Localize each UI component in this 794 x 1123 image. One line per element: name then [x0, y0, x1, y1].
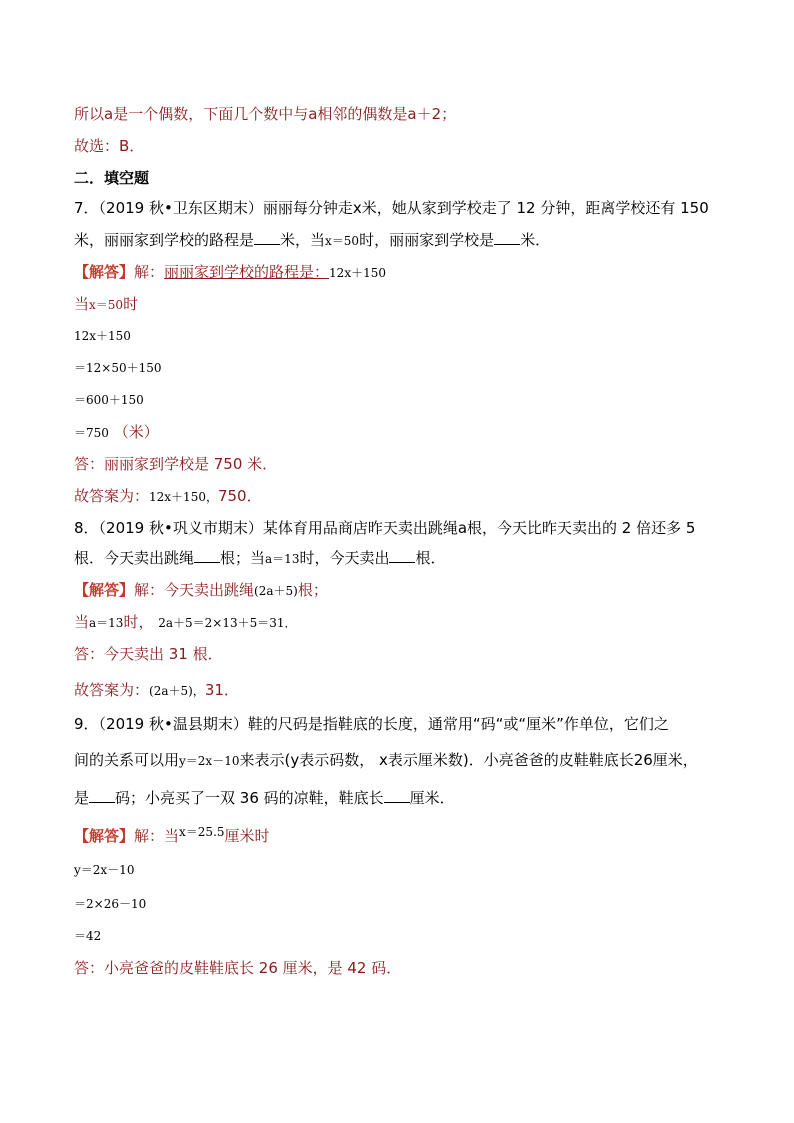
answer-blank: [384, 788, 410, 803]
question-8-line-2: [74, 548, 734, 569]
a8-text: 根；: [297, 581, 328, 599]
a7-unit: （米）: [113, 423, 159, 441]
question-9-line-3: [74, 788, 734, 808]
q7-math: x＝50: [325, 234, 360, 248]
question-9-line-1: 9．（2019 秋•温县期末）鞋的尺码是指鞋底的长度，通常用“码“或“厘米”作单位，它们之: [74, 715, 669, 733]
a9-step: ＝42: [74, 929, 102, 943]
q7-text: 米．: [520, 231, 551, 249]
answer-blank: [494, 230, 520, 245]
answer-blank: [389, 548, 415, 563]
a7-final: [74, 486, 734, 507]
a7-step: ＝12×50＋150: [74, 361, 162, 375]
a7-step: [74, 422, 734, 443]
a7-text: 当: [74, 295, 90, 313]
answer-line: 所以a是一个偶数，下面几个数中与a相邻的偶数是a＋2；: [74, 105, 457, 123]
q8-text: 根．: [415, 549, 446, 567]
q9-text: 码；小亮买了一双 36 码的凉鞋，鞋底长: [115, 789, 384, 807]
a8-text: 31．: [204, 681, 239, 699]
a7-math: 12x＋150，: [149, 490, 218, 504]
answer-7-heading: [74, 262, 734, 283]
solution-tag: 【解答】: [74, 263, 135, 281]
a9-text: 解：当: [134, 827, 180, 845]
q9-text: 是: [74, 789, 90, 807]
question-7-line-1: 7．（2019 秋•卫东区期末）丽丽每分钟走x米，她从家到学校走了 12 分钟，距离学校还有 150: [74, 199, 709, 217]
a8-text: 故答案为：: [74, 681, 150, 699]
a9-math: x＝25.5: [179, 825, 225, 839]
a7-text: 时: [123, 295, 139, 313]
a9-text: 厘米时: [224, 827, 270, 845]
a8-math: (2a＋5)，: [149, 684, 205, 698]
a8-math: (2a＋5): [254, 584, 298, 598]
choice-line: 故选：B．: [74, 137, 145, 155]
q8-text: 时，今天卖出: [299, 549, 390, 567]
a8-final: [74, 680, 734, 701]
a8-text: 解：今天卖出跳绳: [134, 581, 255, 599]
question-7-line-2: [74, 230, 734, 251]
question-8-line-1: 8．（2019 秋•巩义市期末）某体育用品商店昨天卖出跳绳a根，今天比昨天卖出的 2 倍还多 5: [74, 519, 696, 537]
solution-tag: 【解答】: [74, 827, 135, 845]
a8-text: 当: [74, 613, 90, 631]
a8-step: [74, 612, 734, 633]
a7-text: 故答案为：: [74, 487, 150, 505]
q8-math: a＝13: [265, 552, 300, 566]
q7-text: 时，丽丽家到学校是: [359, 231, 495, 249]
a8-text: 时，: [123, 613, 154, 631]
a7-math: 12x＋150: [329, 266, 386, 280]
a7-step: [74, 294, 734, 315]
a9-conclusion: 答：小亮爸爸的皮鞋鞋底长 26 厘米，是 42 码．: [74, 959, 402, 977]
section-heading: 二．填空题: [74, 169, 150, 187]
a9-step: y＝2x－10: [74, 863, 135, 877]
question-9-line-2: [74, 750, 734, 771]
q9-text: 厘米．: [409, 789, 455, 807]
a7-text: 解：: [134, 263, 165, 281]
q8-text: 根．今天卖出跳绳: [74, 549, 195, 567]
q9-text: 来表示(y表示码数， x表示厘米数)．小亮爸爸的皮鞋鞋底长26厘米，: [239, 751, 698, 769]
answer-8-heading: [74, 580, 734, 601]
a7-step: 12x＋150: [74, 329, 131, 343]
a7-text: 750．: [217, 487, 262, 505]
a8-math: 2a＋5＝2×13＋5＝31．: [158, 616, 297, 630]
q9-math: y＝2x－10: [179, 754, 240, 768]
a7-step: ＝600＋150: [74, 393, 144, 407]
a7-math: ＝750: [74, 426, 109, 440]
answer-blank: [194, 548, 220, 563]
q9-text: 间的关系可以用: [74, 751, 180, 769]
a7-text: 丽丽家到学校的路程是：: [164, 263, 330, 281]
a9-step: ＝2×26－10: [74, 897, 147, 911]
q8-text: 根；当: [220, 549, 266, 567]
a7-conclusion: 答：丽丽家到学校是 750 米．: [74, 455, 278, 473]
answer-blank: [254, 230, 280, 245]
a8-math: a＝13: [89, 616, 124, 630]
answer-blank: [89, 788, 115, 803]
a8-conclusion: 答：今天卖出 31 根．: [74, 645, 223, 663]
q7-text: 米，当: [280, 231, 326, 249]
a7-math: x＝50: [89, 298, 124, 312]
solution-tag: 【解答】: [74, 581, 135, 599]
q7-text: 米，丽丽家到学校的路程是: [74, 231, 255, 249]
answer-9-heading: [74, 826, 734, 847]
